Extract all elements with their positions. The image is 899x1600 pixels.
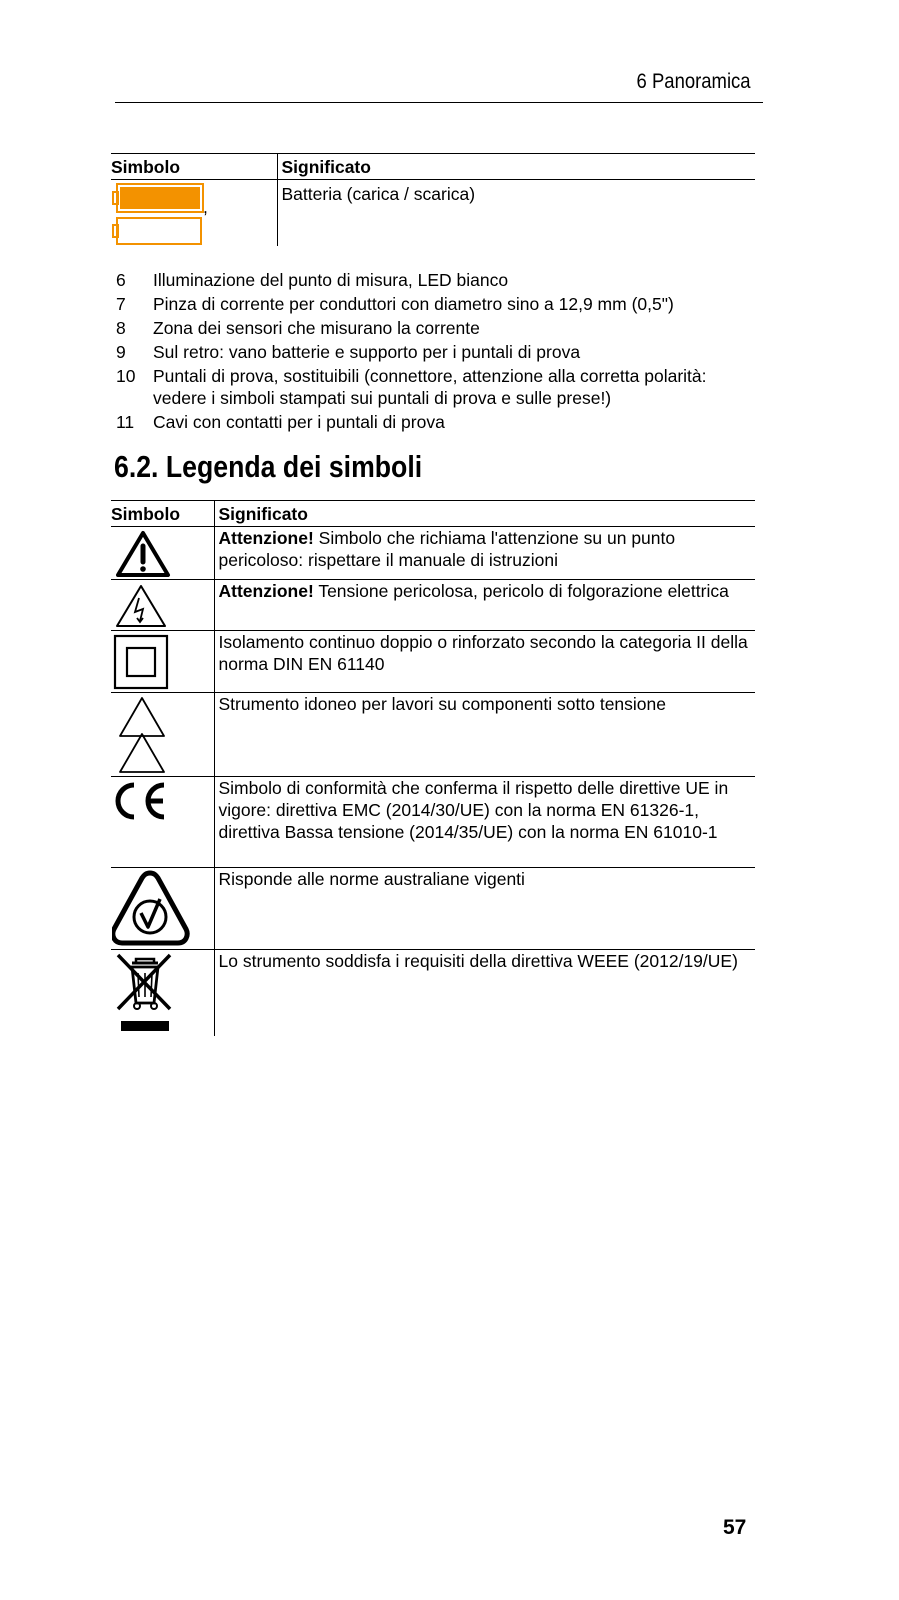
item-text: Illuminazione del punto di misura, LED bianco [153,270,509,290]
double-insulation-icon [112,633,172,691]
meaning-cell: Strumento idoneo per lavori su componenti sotto tensione [214,693,755,777]
column-header-meaning: Significato [277,154,755,180]
rcm-mark-icon [112,869,196,949]
table-row [111,527,755,580]
chapter-title: 6 Panoramica [636,70,751,93]
symbol-cell [111,527,214,580]
item-number: 7 [116,294,126,314]
list-item [116,269,776,291]
battery-separator: , [203,197,208,217]
column-header-symbol: Simbolo [111,154,277,180]
meaning-text: Tensione pericolosa, pericolo di folgorazione elettrica [313,581,729,601]
list-item [116,341,776,363]
table-row [111,180,755,247]
meaning-cell [214,527,755,580]
attention-label: Attenzione! [218,581,314,601]
meaning-cell: Lo strumento soddisfa i requisiti della direttiva WEEE (2012/19/UE) [214,950,755,1037]
component-list [116,269,776,435]
symbol-cell [111,631,214,693]
item-text: Zona dei sensori che misurano la corrente [153,318,480,338]
table-header-row [111,501,755,527]
item-text: Puntali di prova, sostituibili (connettore, attenzione alla corretta polarità: vedere i simboli stampati sui puntali di prova e sulle prese!) [153,366,707,408]
item-text: Pinza di corrente per conduttori con diametro sino a 12,9 mm (0,5") [153,294,674,314]
table-row [111,631,755,693]
item-number: 11 [116,412,135,432]
list-item [116,411,776,433]
symbol-cell [111,777,214,868]
item-text: Sul retro: vano batterie e supporto per i puntali di prova [153,342,581,362]
table-row [111,693,755,777]
page-header [115,66,763,103]
meaning-cell: Simbolo di conformità che conferma il rispetto delle direttive UE in vigore: direttiva EMC (2014/30/UE) con la norma EN 61326-1, direttiva Bassa tensione (2014/35/UE) con la norma EN 61010-1 [214,777,755,868]
battery-meaning: Batteria (carica / scarica) [277,180,755,247]
attention-label: Attenzione! [218,528,314,548]
battery-empty-icon [112,216,212,250]
meaning-cell [214,580,755,631]
list-item [116,317,776,339]
symbol-cell [111,950,214,1037]
table-row [111,868,755,950]
symbol-legend-table [111,500,755,1036]
ce-mark-icon [112,779,172,825]
symbol-cell [111,580,214,631]
meaning-text: Simbolo che richiama l'attenzione su un punto pericoloso: rispettare il manuale di istruzioni [218,528,676,570]
list-item [116,365,776,409]
table-row [111,950,755,1037]
item-number: 6 [116,270,126,290]
column-header-symbol: Simbolo [111,501,214,527]
table-header-row [111,154,755,180]
symbol-cell [111,693,214,777]
section-heading: 6.2. Legenda dei simboli [114,449,423,484]
symbol-cell [111,868,214,950]
meaning-cell: Risponde alle norme australiane vigenti [214,868,755,950]
column-header-meaning: Significato [214,501,755,527]
battery-icons-cell [111,180,277,247]
meaning-cell: Isolamento continuo doppio o rinforzato secondo la categoria II della norma DIN EN 61140 [214,631,755,693]
warning-triangle-icon [113,529,173,579]
item-number: 8 [116,318,126,338]
list-item [116,293,776,315]
live-work-double-triangle-icon [112,696,172,776]
page-number: 57 [723,1516,747,1539]
table-row [111,580,755,631]
weee-bin-icon [112,951,176,1035]
item-number: 9 [116,342,126,362]
battery-symbol-table [111,153,755,246]
high-voltage-icon [113,582,169,630]
table-row [111,777,755,868]
item-text: Cavi con contatti per i puntali di prova [153,412,445,432]
item-number: 10 [116,366,136,386]
